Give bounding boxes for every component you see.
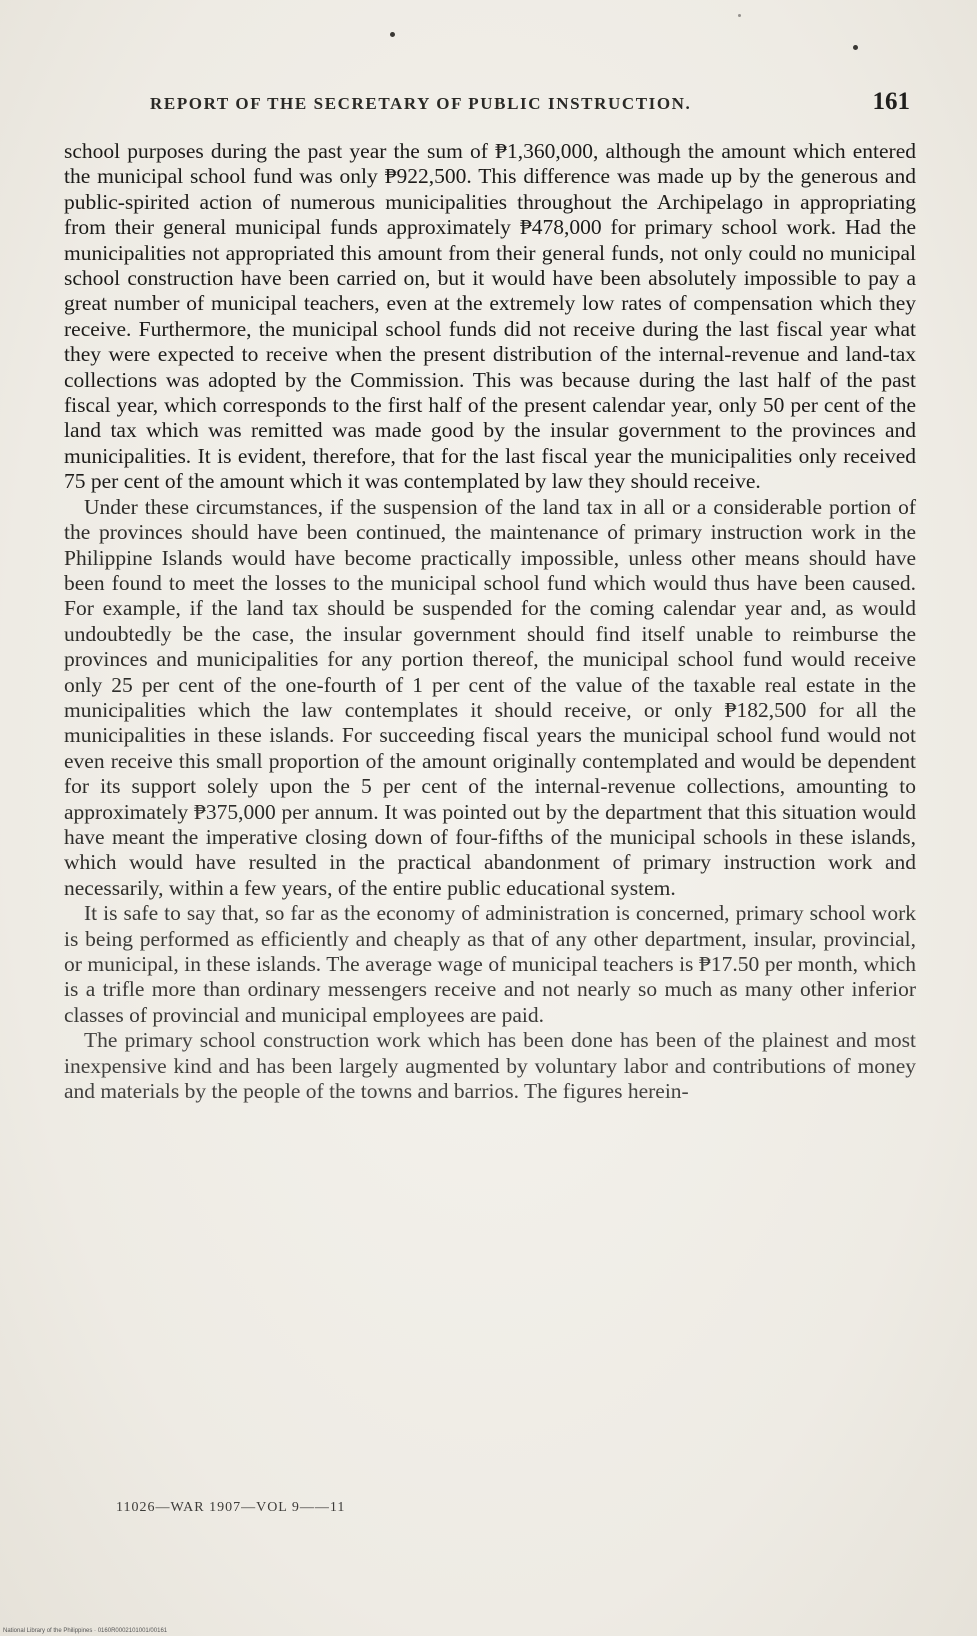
page-number: 161 — [872, 88, 910, 115]
paragraph: Under these circumstances, if the suspension of the land tax in all or a considerable portion of the provinces should have been continued, the maintenance of primary instruction work in the Philippine Islands would have become practically impossible, unless other means should have been found to meet the losses to the municipal school fund which would thus have been caused. For example, if the land tax should be suspended for the coming calendar year and, as would undoubtedly be the case, the insular government should find itself unable to reimburse the provinces and municipalities for any portion thereof, the municipal school fund would receive only 25 per cent of the one-fourth of 1 per cent of the value of the taxable real estate in the municipalities which the law contemplates it should receive, or only ₱182,500 for all the municipalities in these islands. For succeeding fiscal years the municipal school fund would not even receive this small proportion of the amount originally contemplated and would be dependent for its support solely upon the 5 per cent of the internal-revenue collections, amounting to approximately ₱375,000 per annum. It was pointed out by the department that this situation would have meant the imperative closing down of four-fifths of the municipal schools in these islands, which would have resulted in the practical abandonment of primary instruction work and necessarily, within a few years, of the entire public educational system. — [64, 494, 916, 900]
paragraph: It is safe to say that, so far as the economy of administration is concerned, primary school work is being performed as efficiently and cheaply as that of any other department, insular, provincial, or municipal, in these islands. The average wage of municipal teachers is ₱17.50 per month, which is a trifle more than ordinary messengers receive and not nearly so much as many other inferior classes of provincial and municipal employees are paid. — [64, 901, 916, 1027]
printer-signature: 11026—WAR 1907—VOL 9——11 — [116, 1500, 346, 1515]
page-header — [150, 88, 910, 122]
body-text — [64, 139, 916, 1104]
library-credit: National Library of the Philippines · 0160R0002101001/00161 — [3, 1628, 168, 1634]
dust-speck — [390, 32, 395, 37]
paragraph: The primary school construction work which has been done has been of the plainest and most inexpensive kind and has been largely augmented by voluntary labor and contributions of money and materials by the people of the towns and barrios. The figures herein- — [64, 1028, 916, 1104]
running-head: REPORT OF THE SECRETARY OF PUBLIC INSTRUCTION. — [150, 94, 692, 113]
dust-speck — [738, 14, 741, 17]
dust-speck — [853, 45, 858, 50]
paragraph: school purposes during the past year the sum of ₱1,360,000, although the amount which entered the municipal school fund was only ₱922,500. This difference was made up by the generous and public-spirited action of numerous municipalities throughout the Archipelago in appropriating from their general municipal funds approximately ₱478,000 for primary school work. Had the municipalities not appropriated this amount from their general funds, not only could no municipal school construction have been carried on, but it would have been absolutely impossible to pay a great number of municipal teachers, even at the extremely low rates of compensation which they receive. Furthermore, the municipal school funds did not receive during the last fiscal year what they were expected to receive when the present distribution of the internal-revenue and land-tax collections was adopted by the Commission. This was because during the last half of the past fiscal year, which corresponds to the first half of the present calendar year, only 50 per cent of the land tax which was remitted was made good by the insular government to the provinces and municipalities. It is evident, therefore, that for the last fiscal year the municipalities only received 75 per cent of the amount which it was contemplated by law they should receive. — [64, 139, 916, 494]
